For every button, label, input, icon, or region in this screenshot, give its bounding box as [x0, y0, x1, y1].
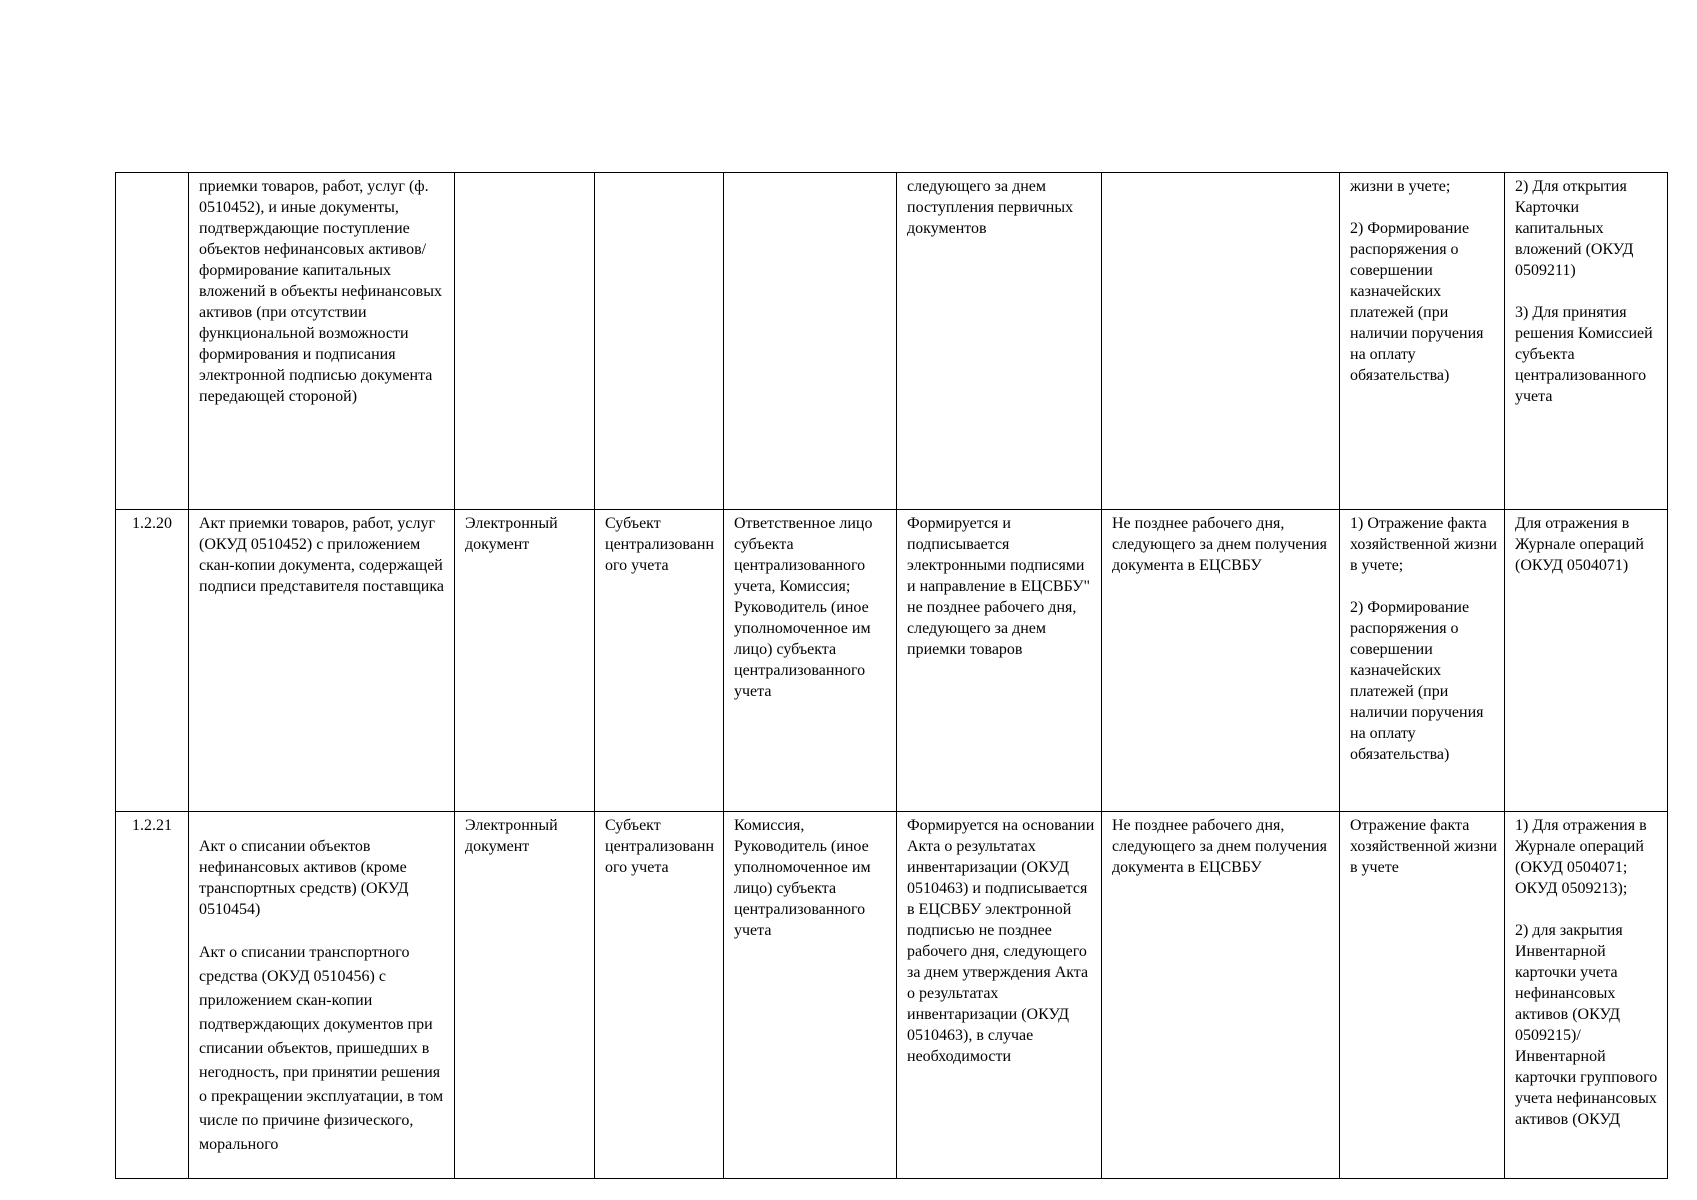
responsible-person-cell: [724, 173, 897, 510]
purpose-cell: 1) Отражение факта хозяйственной жизни в учете; 2) Формирование распоряжения о совершении казначейских платежей (при наличии поручения на оплату обязательства): [1340, 510, 1505, 812]
row-number-cell: 1.2.21: [116, 812, 189, 1179]
purpose-cell: Отражение факта хозяйственной жизни в учете: [1340, 812, 1505, 1179]
document-name-cell: приемки товаров, работ, услуг (ф. 0510452), и иные документы, подтверждающие поступление объектов нефинансовых активов/формирование капитальных вложений в объекты нефинансовых активов (при отсутствии функциональной возможности формирования и подписания электронной подписью документа передающей стороной): [189, 173, 455, 510]
row-number-cell: [116, 173, 189, 510]
document-name-cell: [189, 812, 455, 1179]
procedure-cell: Формируется на основании Акта о результатах инвентаризации (ОКУД 0510463) и подписывается в ЕЦСВБУ электронной подписью не позднее рабочего дня, следующего за днем утверждения Акта о результатах инвентаризации (ОКУД 0510463), в случае необходимости: [897, 812, 1102, 1179]
document-name-cell: Акт приемки товаров, работ, услуг (ОКУД 0510452) с приложением скан-копии документа, содержащей подписи представителя поставщика: [189, 510, 455, 812]
document-creator-cell: [595, 173, 724, 510]
document-register-table: [115, 172, 1668, 1179]
document-name-part-1: Акт о списании объектов нефинансовых активов (кроме транспортных средств) (ОКУД 0510454): [199, 838, 409, 918]
deadline-cell: Не позднее рабочего дня, следующего за днем получения документа в ЕЦСВБУ: [1102, 510, 1340, 812]
procedure-cell: следующего за днем поступления первичных документов: [897, 173, 1102, 510]
usage-cell: Для отражения в Журнале операций (ОКУД 0504071): [1505, 510, 1668, 812]
document-form-cell: [455, 173, 595, 510]
deadline-cell: [1102, 173, 1340, 510]
document-name-part-2: Акт о списании транспортного средства (ОКУД 0510456) с приложением скан-копии подтверждающих документов при списании объектов, пришедших в негодность, при принятии решения о прекращении эксплуатации, в том числе по причине физического, морального: [199, 944, 444, 1153]
table-row: [116, 173, 1668, 510]
purpose-cell: жизни в учете; 2) Формирование распоряжения о совершении казначейских платежей (при наличии поручения на оплату обязательства): [1340, 173, 1505, 510]
table-row: [116, 812, 1668, 1179]
document-form-cell: Электронный документ: [455, 812, 595, 1179]
document-creator-cell: Субъект централизованного учета: [595, 510, 724, 812]
row-number-cell: 1.2.20: [116, 510, 189, 812]
document-creator-cell: Субъект централизованного учета: [595, 812, 724, 1179]
usage-cell: 2) Для открытия Карточки капитальных вложений (ОКУД 0509211) 3) Для принятия решения Комиссией субъекта централизованного учета: [1505, 173, 1668, 510]
procedure-cell: Формируется и подписывается электронными подписями и направление в ЕЦСВБУ" не позднее рабочего дня, следующего за днем приемки товаров: [897, 510, 1102, 812]
table-row: [116, 510, 1668, 812]
document-form-cell: Электронный документ: [455, 510, 595, 812]
deadline-cell: Не позднее рабочего дня, следующего за днем получения документа в ЕЦСВБУ: [1102, 812, 1340, 1179]
usage-cell: 1) Для отражения в Журнале операций (ОКУД 0504071; ОКУД 0509213); 2) для закрытия Инвентарной карточки учета нефинансовых активов (ОКУД 0509215)/Инвентарной карточки группового учета нефинансовых активов (ОКУД: [1505, 812, 1668, 1179]
responsible-person-cell: Комиссия, Руководитель (иное уполномоченное им лицо) субъекта централизованного учета: [724, 812, 897, 1179]
responsible-person-cell: Ответственное лицо субъекта централизованного учета, Комиссия; Руководитель (иное уполномоченное им лицо) субъекта централизованного учета: [724, 510, 897, 812]
